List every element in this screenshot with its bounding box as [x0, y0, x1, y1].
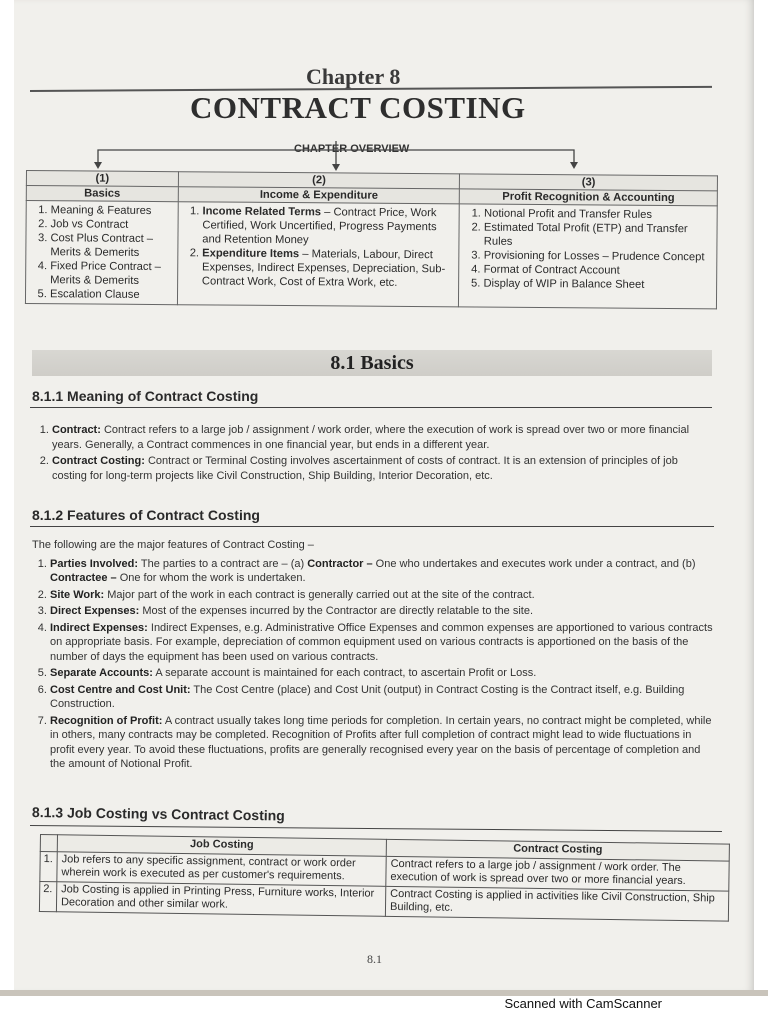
features-block: [32, 538, 718, 774]
overview-col1-list: [25, 201, 178, 305]
overview-col1-title: Basics: [26, 186, 178, 202]
item-lead: Separate Accounts:: [50, 667, 153, 679]
features-intro: The following are the major features of Contract Costing –: [32, 539, 314, 551]
item-text: One for whom the work is undertaken.: [116, 572, 306, 584]
overview-table: [25, 170, 718, 309]
list-item: 1. Notional Profit and Transfer Rules: [484, 207, 713, 223]
item-text: Contract or Terminal Costing involves ascertainment of costs of contract. It is an extension of principles of job costing for long-term projects like Civil Construction, Ship Building, Interior Decoration, etc.: [52, 455, 678, 482]
item-text: A separate account is maintained for each contract, to ascertain Profit or Loss.: [152, 667, 537, 679]
section-banner: [32, 350, 712, 376]
list-item: [50, 621, 718, 665]
table-header-contract: Contract Costing: [386, 839, 729, 860]
item-text: Contract refers to a large job / assignment / work order, where the execution of work is spread over two or more financial years. Generally, a Contract commences in one financial year, but ends in a different year.: [52, 424, 690, 451]
item-lead: Contract Costing:: [52, 455, 145, 467]
subsection-rule: [30, 825, 722, 832]
item-lead: Income Related Terms: [202, 205, 322, 219]
item-lead: Direct Expenses:: [50, 605, 140, 617]
list-item: 4. Fixed Price Contract – Merits & Demerits: [50, 259, 173, 288]
subsection-heading-8-1-2: 8.1.2 Features of Contract Costing: [32, 507, 260, 523]
item-text: Most of the expenses incurred by the Contractor are directly relatable to the site.: [139, 605, 534, 617]
job-cell: Job refers to any specific assignment, contract or work order wherein work is executed as per customer's requirements.: [57, 851, 386, 886]
list-item: [50, 604, 718, 619]
item-text: The Cost Centre (place) and Cost Unit (output) in Contract Costing is the Contract itself, e.g. Building Construction.: [50, 683, 685, 710]
item-emphasis: Contractee –: [50, 572, 117, 584]
subsection-rule: [30, 526, 714, 527]
overview-col1-number: (1): [26, 171, 178, 187]
subsection-heading-8-1-1: 8.1.1 Meaning of Contract Costing: [32, 388, 259, 404]
item-text: Major part of the work in each contract is generally carried out at the site of the contract.: [104, 588, 535, 601]
list-item: 2. Estimated Total Profit (ETP) and Transfer Rules: [484, 221, 713, 251]
comparison-table: [39, 834, 730, 921]
list-item: 1. Meaning & Features: [51, 203, 174, 218]
overview-col3-list: [459, 204, 717, 309]
scanner-watermark: Scanned with CamScanner: [504, 996, 662, 1011]
overview-col2-number: (2): [178, 172, 460, 189]
list-item: 3. Provisioning for Losses – Prudence Concept: [484, 249, 713, 265]
contract-cell: Contract refers to a large job / assignment / work order. The execution of work is spread over two or more financial years.: [386, 856, 729, 891]
item-text: A contract usually takes long time periods for completion. In certain years, no contract might be completed, while in others, many contracts may be completed. Recognition of Profits after full completion of contract might lead to wide fluctuations in profit every year. To avoid these fluctuations, profits are generally recognised every year on the basis of percentage of completion and the amount of Notional Profit.: [50, 714, 712, 770]
list-item: 5. Display of WIP in Balance Sheet: [483, 277, 712, 293]
list-item: [202, 204, 455, 248]
list-item: 5. Escalation Clause: [50, 287, 173, 302]
list-item: [50, 557, 718, 586]
item-text: – Materials, Labour, Direct Expenses, Indirect Expenses, Depreciation, Sub-Contract Work, Cost of Extra Work, etc.: [201, 248, 446, 289]
job-cell: Job Costing is applied in Printing Press, Furniture works, Interior Decoration and other similar work.: [56, 881, 385, 916]
list-item: [50, 588, 718, 603]
list-item: [50, 666, 718, 681]
item-text: Indirect Expenses, e.g. Administrative Office Expenses and common expenses are apportioned to various contracts on appropriate basis. For example, depreciation of common equipment used on various contracts is apportioned on the basis of the number of days the equipment has been used on various contracts.: [50, 621, 713, 663]
list-item: [52, 423, 712, 452]
contract-cell: Contract Costing is applied in activities like Civil Construction, Ship Building, etc.: [385, 886, 728, 921]
page-number: 8.1: [367, 952, 382, 966]
overview-col2-list: [177, 202, 459, 307]
item-lead: Expenditure Items: [202, 247, 300, 261]
item-lead: Contract:: [52, 424, 101, 436]
item-lead: Indirect Expenses:: [50, 621, 148, 634]
subsection-heading-8-1-3: 8.1.3 Job Costing vs Contract Costing: [31, 804, 285, 824]
list-item: [50, 714, 718, 772]
item-lead: Recognition of Profit:: [50, 714, 163, 727]
item-text: – Contract Price, Work Certified, Work Uncertified, Progress Payments and Retention Money: [202, 206, 437, 247]
overview-connector: [14, 0, 754, 180]
scanned-page: [14, 0, 754, 992]
overview-col3-number: (3): [460, 174, 718, 191]
list-item: [52, 454, 712, 483]
list-item: [50, 683, 718, 712]
list-item: [202, 246, 455, 290]
list-item: 3. Cost Plus Contract – Merits & Demerits: [50, 231, 173, 260]
chapter-label: Chapter 8: [306, 64, 401, 89]
item-lead: Parties Involved:: [50, 557, 139, 570]
list-item: 4. Format of Contract Account: [484, 263, 713, 279]
chapter-title: CONTRACT COSTING: [190, 90, 526, 125]
meaning-list: [34, 423, 712, 485]
row-number: 2.: [39, 881, 56, 911]
item-lead: Cost Centre and Cost Unit:: [50, 683, 191, 696]
list-item: 2. Job vs Contract: [51, 217, 174, 232]
subsection-rule: [30, 407, 712, 408]
item-lead: Site Work:: [50, 588, 105, 601]
overview-heading: CHAPTER OVERVIEW: [294, 143, 410, 155]
table-header-job: Job Costing: [57, 835, 386, 856]
overview-col2-title: Income & Expenditure: [178, 187, 460, 204]
section-title: 8.1 Basics: [330, 352, 414, 374]
item-text: One who undertakes and executes work under a contract, and (b): [372, 557, 696, 570]
item-emphasis: Contractor –: [307, 557, 373, 570]
item-text: The parties to a contract are – (a): [138, 557, 308, 570]
row-number: 1.: [40, 851, 57, 881]
overview-col3-title: Profit Recognition & Accounting: [460, 189, 718, 206]
table-header-blank: [40, 835, 57, 852]
